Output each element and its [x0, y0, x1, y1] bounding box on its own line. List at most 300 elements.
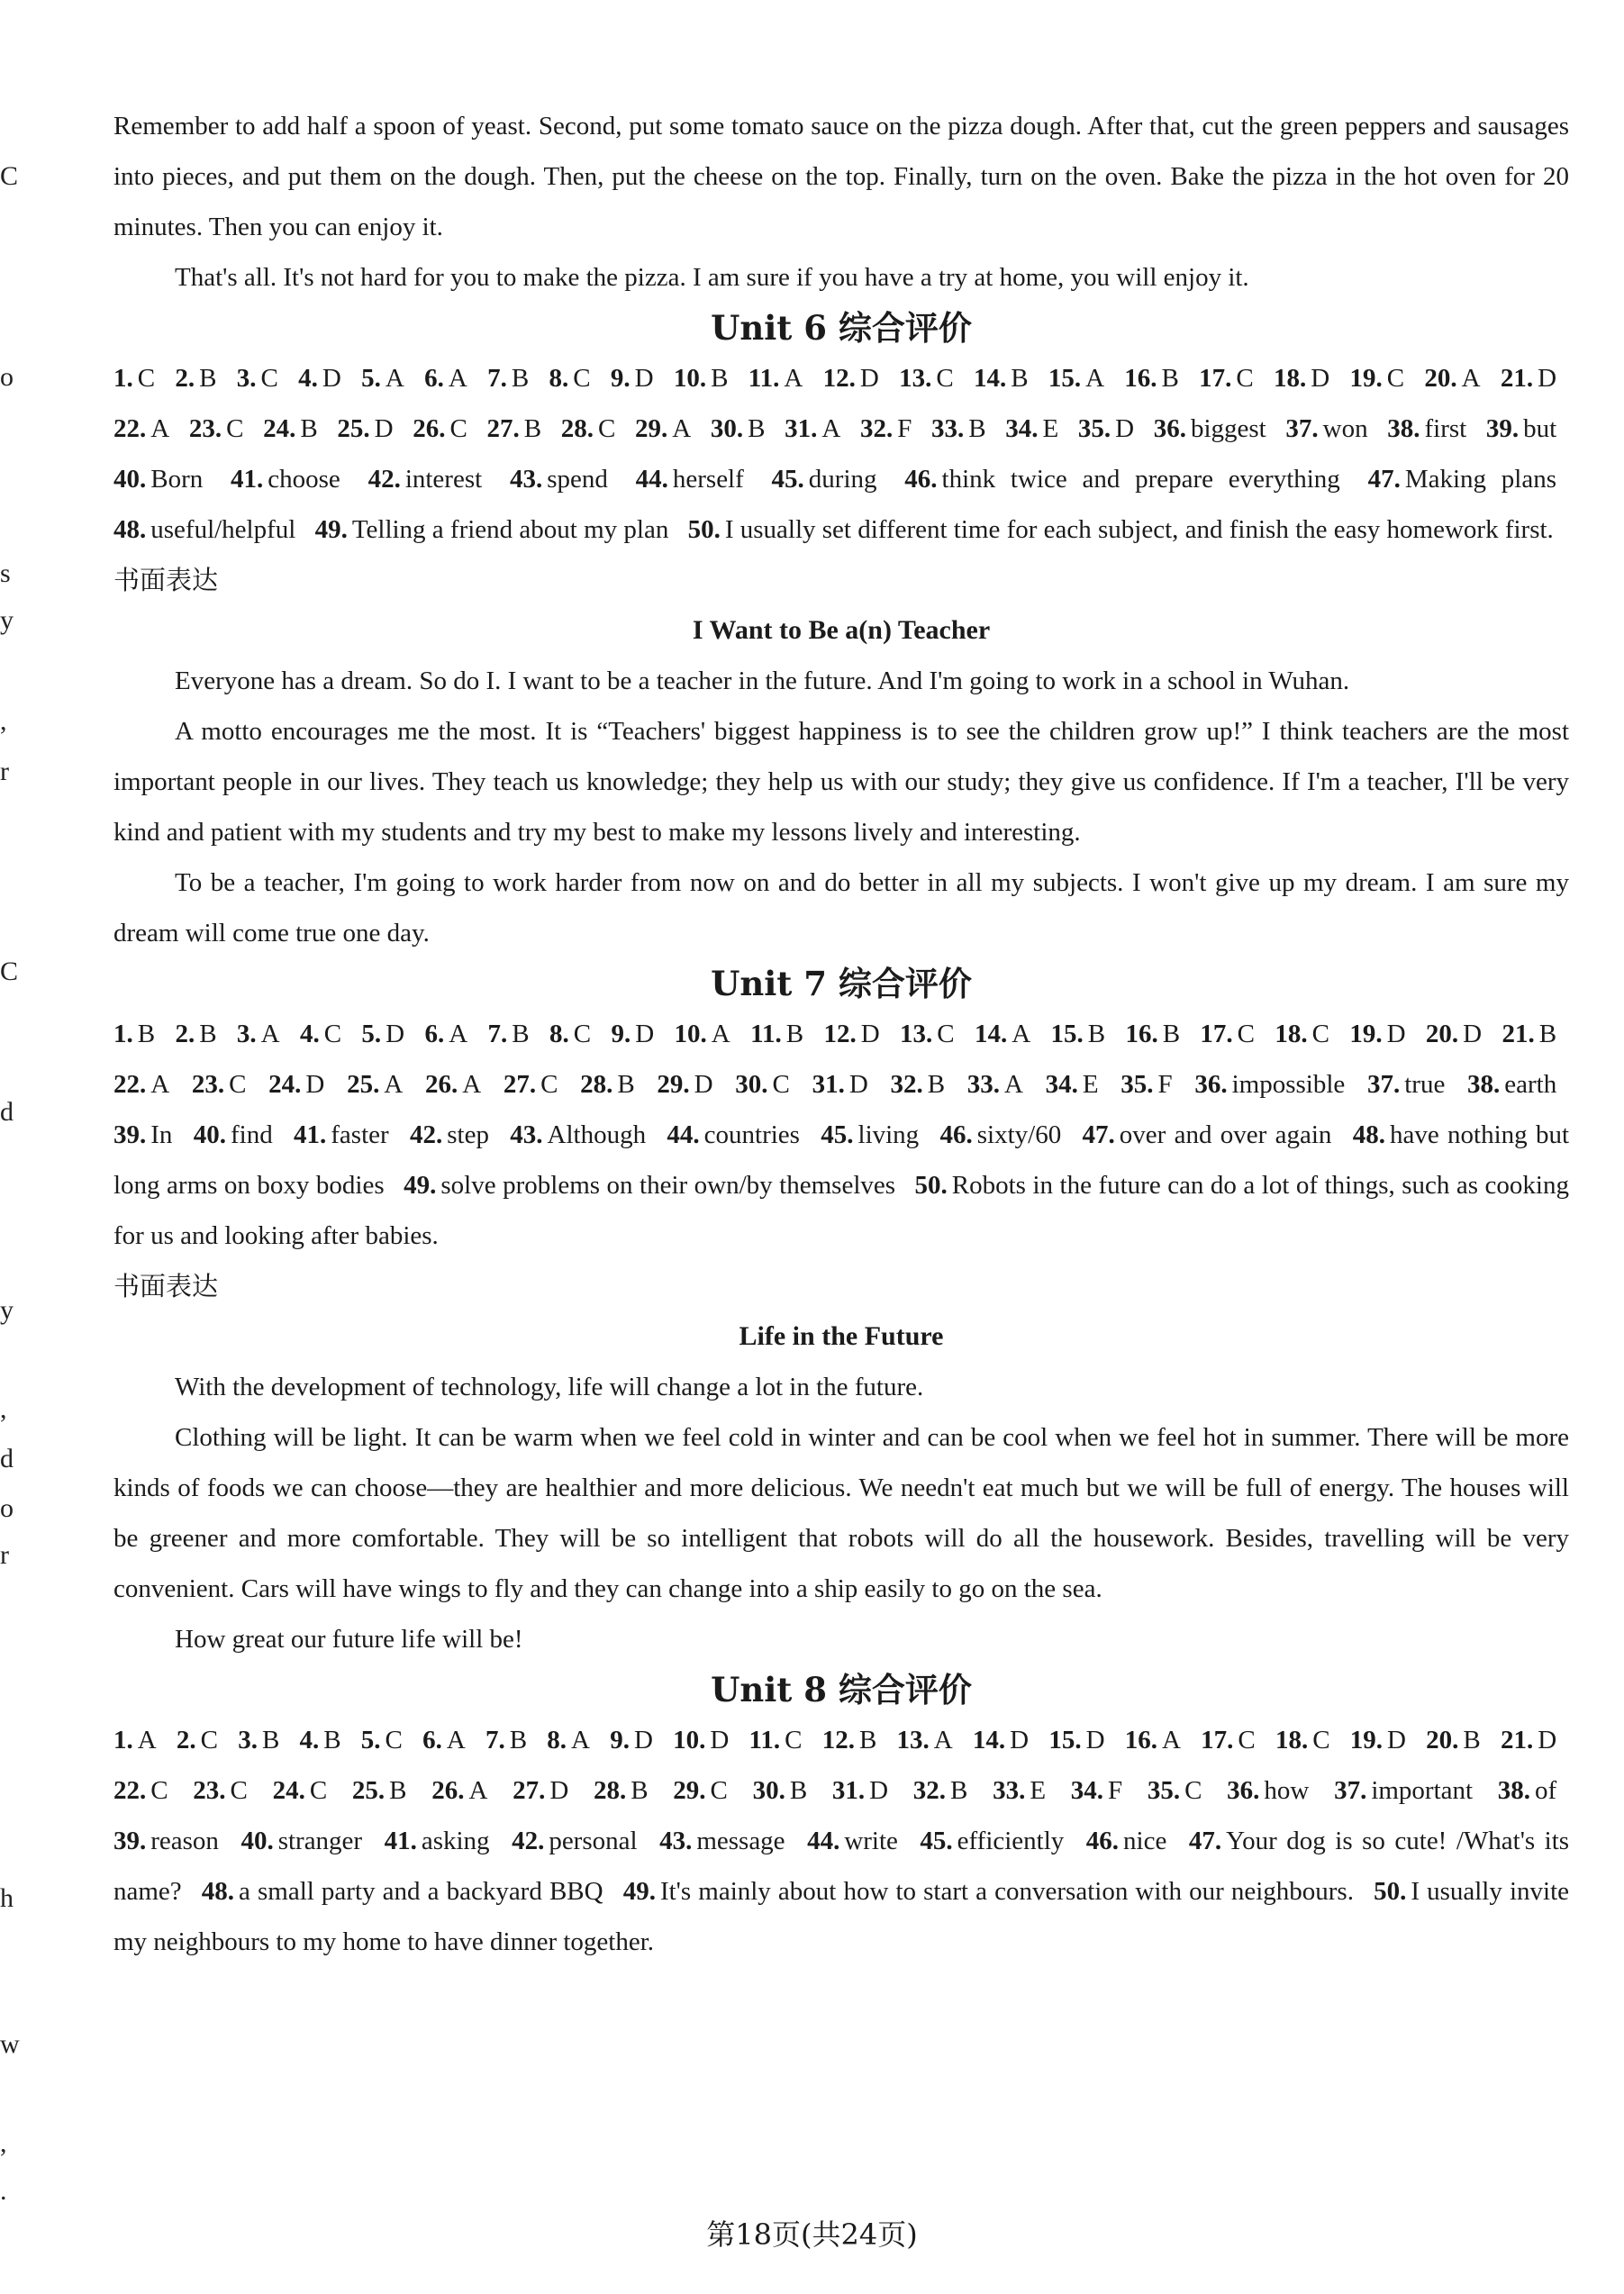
margin-fragment: s — [0, 558, 11, 588]
answer-number: 4. — [299, 1020, 320, 1048]
answer-text: D — [634, 364, 654, 393]
answer-item — [315, 515, 669, 544]
answer-number: 42. — [409, 1120, 443, 1149]
answer-number: 22. — [113, 1070, 147, 1099]
answer-text: B — [968, 414, 986, 443]
answer-item — [549, 364, 590, 393]
answer-text: nice — [1123, 1827, 1167, 1855]
answer-text: won — [1322, 414, 1368, 443]
answer-number: 6. — [424, 1020, 445, 1048]
answer-item — [177, 1726, 218, 1755]
answer-item — [237, 1020, 280, 1048]
answer-number: 39. — [113, 1120, 147, 1149]
answer-number: 47. — [1082, 1120, 1115, 1149]
answer-number: 49. — [404, 1171, 437, 1200]
answer-number: 37. — [1285, 414, 1319, 443]
answer-number: 44. — [667, 1120, 700, 1149]
answer-number: 16. — [1124, 1726, 1157, 1755]
answer-number: 10. — [673, 1726, 706, 1755]
answer-text: C — [785, 1726, 803, 1755]
margin-fragment: r — [0, 757, 9, 786]
answer-number: 41. — [384, 1827, 417, 1855]
answer-item — [1071, 1776, 1122, 1805]
answer-text: but — [1523, 414, 1557, 443]
writing-section-label: 书面表达 — [113, 565, 219, 595]
answer-text: reason — [150, 1827, 219, 1855]
answer-number: 9. — [611, 1020, 631, 1048]
answer-number: 31. — [831, 1776, 866, 1805]
answer-number: 9. — [610, 1726, 630, 1755]
answer-text: In — [150, 1120, 173, 1149]
answer-item — [385, 1827, 490, 1855]
answer-text: earth — [1504, 1070, 1557, 1099]
answer-item — [113, 1070, 169, 1099]
answer-number: 2. — [175, 364, 195, 393]
answer-text: C — [597, 414, 616, 443]
answer-item — [659, 1827, 785, 1855]
answer-number: 6. — [422, 1726, 442, 1755]
answer-number: 17. — [1200, 1020, 1233, 1048]
answer-number: 7. — [487, 1020, 508, 1048]
answer-text: B — [261, 1726, 280, 1755]
answer-text: C — [260, 364, 278, 393]
answer-item — [735, 1070, 790, 1099]
answer-number: 46. — [1085, 1827, 1120, 1855]
answer-text: B — [950, 1776, 968, 1805]
answer-item — [1501, 364, 1556, 393]
answer-text: B — [1463, 1726, 1481, 1755]
answer-number: 44. — [635, 465, 668, 494]
answer-text: C — [573, 364, 591, 393]
answer-item — [993, 1776, 1046, 1805]
answer-number: 45. — [821, 1120, 854, 1149]
answer-item — [785, 414, 840, 443]
answer-text: A — [446, 1726, 466, 1755]
answer-item — [361, 1726, 403, 1755]
answer-text: C — [772, 1070, 790, 1099]
answer-number: 18. — [1275, 1020, 1308, 1048]
answer-item — [113, 465, 203, 494]
answer-number: 20. — [1424, 364, 1457, 393]
answer-number: 12. — [821, 1726, 855, 1755]
margin-fragment: C — [0, 161, 19, 191]
answer-number: 32. — [890, 1070, 923, 1099]
answer-number: 3. — [238, 1726, 258, 1755]
answer-number: 32. — [859, 414, 894, 443]
answer-item — [807, 1827, 898, 1855]
answer-text: useful/helpful — [150, 515, 296, 544]
answer-number: 30. — [710, 414, 744, 443]
answer-number: 17. — [1201, 1726, 1234, 1755]
answer-number: 50. — [914, 1171, 948, 1200]
answer-text: D — [633, 1726, 653, 1755]
answer-text: B — [1538, 1020, 1557, 1048]
answer-item — [1125, 1726, 1181, 1755]
answer-text: B — [389, 1776, 407, 1805]
answer-number: 25. — [347, 1070, 380, 1099]
answer-text: C — [1236, 364, 1254, 393]
answer-text: B — [617, 1070, 635, 1099]
intro-paragraph: Remember to add half a spoon of yeast. Second, put some tomato sauce on the pizza dough. After that, cut the green peppers and sausages into pieces, and put them on the dough. Then, put the cheese on the top. Finally, turn on the oven. Bake the pizza in the hot oven for 20 minutes. Then you can enjoy it. — [113, 112, 1569, 241]
answer-number: 16. — [1125, 1020, 1158, 1048]
answer-text: A — [1004, 1070, 1023, 1099]
answer-text: B — [631, 1776, 649, 1805]
answer-item — [404, 1171, 895, 1200]
answer-item — [1367, 1070, 1445, 1099]
answer-text: biggest — [1190, 414, 1266, 443]
answer-number: 37. — [1366, 1070, 1401, 1099]
answer-text: how — [1264, 1776, 1310, 1805]
answer-item — [485, 1726, 527, 1755]
answer-number: 31. — [785, 414, 818, 443]
answer-text: important — [1371, 1776, 1474, 1805]
answer-number: 17. — [1199, 364, 1232, 393]
answer-item — [1498, 1776, 1556, 1805]
answer-number: 15. — [1048, 1726, 1082, 1755]
answer-number: 50. — [687, 515, 721, 544]
answer-number: 7. — [485, 1726, 505, 1755]
answer-number: 46. — [939, 1120, 973, 1149]
answer-number: 34. — [1005, 414, 1039, 443]
answer-text: D — [710, 1726, 730, 1755]
answer-text: C — [230, 1776, 248, 1805]
answer-item — [822, 1726, 877, 1755]
answer-text: B — [199, 364, 217, 393]
essay-paragraph: With the development of technology, life will change a lot in the future. — [175, 1373, 924, 1401]
answer-item — [337, 414, 393, 443]
answer-item — [931, 414, 986, 443]
answer-text: B — [509, 1726, 528, 1755]
answer-text: D — [1085, 1726, 1105, 1755]
answer-number: 16. — [1124, 364, 1157, 393]
answer-text: stranger — [277, 1827, 363, 1855]
answer-text: E — [1082, 1070, 1099, 1099]
answer-item — [667, 1120, 800, 1149]
answer-number: 33. — [993, 1776, 1026, 1805]
answer-number: 13. — [900, 1020, 933, 1048]
answer-text: D — [1538, 364, 1557, 393]
answer-item — [711, 414, 766, 443]
answer-item — [750, 1020, 803, 1048]
answer-text: I usually invite my neighbours to my home to have dinner together. — [113, 1877, 1570, 1956]
answer-text: B — [523, 414, 542, 443]
answer-number: 21. — [1500, 364, 1534, 393]
answer-item — [1275, 1726, 1330, 1755]
answer-number: 5. — [360, 1726, 381, 1755]
answer-text: D — [860, 1020, 880, 1048]
answer-text: B — [711, 364, 729, 393]
answer-number: 22. — [113, 1776, 147, 1805]
answer-text: A — [711, 1020, 730, 1048]
answer-text: Your dog is so cute! /What's its name? — [113, 1827, 1570, 1906]
answer-text: A — [449, 1020, 468, 1048]
answer-text: write — [844, 1827, 898, 1855]
answer-item — [674, 364, 729, 393]
answer-number: 34. — [1045, 1070, 1078, 1099]
answer-number: 9. — [610, 364, 631, 393]
answer-text: message — [696, 1827, 785, 1855]
margin-fragment: o — [0, 1493, 14, 1523]
answer-item — [580, 1070, 635, 1099]
answer-item — [175, 1020, 216, 1048]
answer-item — [422, 1726, 466, 1755]
answer-item — [1387, 414, 1466, 443]
answer-text: A — [462, 1070, 482, 1099]
answer-item — [1086, 1827, 1167, 1855]
answer-text: A — [1161, 1726, 1181, 1755]
answer-number: 26. — [424, 1070, 458, 1099]
answer-number: 40. — [240, 1827, 274, 1855]
answer-text: D — [1386, 1726, 1406, 1755]
answer-item — [486, 414, 541, 443]
answer-item — [300, 1020, 341, 1048]
answer-number: 34. — [1070, 1776, 1104, 1805]
answer-text: B — [1162, 1020, 1181, 1048]
answer-item — [753, 1776, 808, 1805]
answer-text: of — [1535, 1776, 1557, 1805]
answer-number: 37. — [1334, 1776, 1367, 1805]
answer-number: 1. — [113, 1020, 133, 1048]
answer-item — [673, 1726, 729, 1755]
answer-text: B — [512, 1020, 530, 1048]
answer-item — [1274, 364, 1329, 393]
answer-item — [510, 1120, 646, 1149]
answer-item — [611, 1020, 654, 1048]
answer-text: D — [635, 1020, 655, 1048]
answer-item — [913, 1776, 968, 1805]
answer-text: A — [385, 364, 404, 393]
answer-text: E — [1030, 1776, 1047, 1805]
answer-number: 25. — [351, 1776, 386, 1805]
answer-number: 43. — [510, 1120, 543, 1149]
answer-number: 23. — [188, 414, 222, 443]
answer-text: Although — [547, 1120, 647, 1149]
answer-text: solve problems on their own/by themselves — [440, 1171, 896, 1200]
answer-item — [547, 1726, 590, 1755]
answer-number: 49. — [314, 515, 348, 544]
margin-fragment: y — [0, 605, 14, 635]
answer-text: C — [1237, 1020, 1256, 1048]
answer-text: D — [1463, 1020, 1483, 1048]
answer-number: 8. — [549, 364, 569, 393]
answer-item — [1334, 1776, 1473, 1805]
answer-item — [298, 364, 341, 393]
answer-text: choose — [268, 465, 340, 494]
answer-item — [513, 1776, 568, 1805]
answer-item — [1227, 1776, 1309, 1805]
essay-paragraph: Everyone has a dream. So do I. I want to be a teacher in the future. And I'm going to work in a school in Wuhan. — [175, 666, 1350, 695]
answer-number: 4. — [299, 1726, 320, 1755]
answer-number: 36. — [1194, 1070, 1228, 1099]
answer-number: 21. — [1502, 1020, 1535, 1048]
answer-item — [1368, 465, 1556, 494]
margin-fragment: d — [0, 1444, 14, 1473]
answer-text: personal — [549, 1827, 638, 1855]
answer-text: B — [323, 1726, 341, 1755]
answer-text: C — [936, 364, 954, 393]
answer-number: 29. — [657, 1070, 690, 1099]
answer-number: 13. — [899, 364, 932, 393]
answer-text: D — [1010, 1726, 1030, 1755]
answer-item — [636, 465, 744, 494]
answer-item — [194, 1120, 273, 1149]
answer-number: 10. — [673, 364, 707, 393]
answer-item — [488, 1020, 530, 1048]
answer-number: 19. — [1349, 1020, 1383, 1048]
answer-item — [361, 364, 404, 393]
answer-text: A — [1461, 364, 1481, 393]
answer-item — [113, 1827, 219, 1855]
answer-text: F — [1157, 1070, 1173, 1099]
answer-text: asking — [421, 1827, 490, 1855]
answer-item — [300, 1726, 341, 1755]
answer-number: 19. — [1349, 364, 1383, 393]
answer-text: A — [1085, 364, 1105, 393]
answer-text: C — [323, 1020, 342, 1048]
answer-text: B — [511, 364, 530, 393]
answer-text: have nothing but long arms on boxy bodies — [113, 1120, 1570, 1200]
answer-text: A — [448, 364, 467, 393]
answer-number: 28. — [560, 414, 594, 443]
answer-item — [561, 414, 616, 443]
answer-number: 47. — [1188, 1827, 1222, 1855]
answer-item — [1148, 1776, 1202, 1805]
answer-number: 12. — [823, 1020, 857, 1048]
answer-item — [268, 1070, 324, 1099]
answer-item — [897, 1726, 953, 1755]
answer-number: 43. — [509, 465, 543, 494]
answer-item — [504, 1070, 558, 1099]
answer-item — [1501, 1726, 1556, 1755]
answer-item — [623, 1877, 1354, 1906]
answer-item — [1275, 1020, 1329, 1048]
answer-text: faster — [331, 1120, 389, 1149]
essay-paragraph: Clothing will be light. It can be warm when we feel cold in winter and can be cool when we feel hot in summer. There will be more kinds of foods we can choose—they are healthier and more delicious. We needn't eat much but we will be full of energy. The houses will be greener and more comfortable. They will be so intelligent that robots will do all the housework. Besides, travelling will be very convenient. Cars will have wings to fly and they can change into a ship easily to go on the sea. — [113, 1423, 1569, 1603]
answer-text: first — [1424, 414, 1467, 443]
answer-item — [361, 1020, 404, 1048]
answer-text: A — [821, 414, 841, 443]
answer-item — [512, 1827, 638, 1855]
answer-text: B — [858, 1726, 877, 1755]
unit-heading: Unit 7 综合评价 — [711, 964, 972, 1003]
answer-item — [193, 1776, 248, 1805]
answer-item — [974, 364, 1029, 393]
answer-number: 48. — [1352, 1120, 1385, 1149]
answer-text: C — [1311, 1020, 1329, 1048]
answer-item — [487, 364, 529, 393]
answer-text: D — [1386, 1020, 1406, 1048]
unit-heading: Unit 8 综合评价 — [711, 1670, 972, 1709]
answer-number: 35. — [1147, 1776, 1181, 1805]
answer-item — [510, 465, 608, 494]
answer-text: C — [1386, 364, 1405, 393]
answer-text: Born — [150, 465, 204, 494]
answer-item — [113, 1020, 155, 1048]
answer-item — [675, 1020, 730, 1048]
answer-text: B — [1161, 364, 1179, 393]
answer-text: A — [260, 1020, 280, 1048]
answer-number: 23. — [191, 1070, 225, 1099]
answer-number: 29. — [673, 1776, 706, 1805]
essay-title: Life in the Future — [739, 1321, 944, 1351]
answer-number: 13. — [896, 1726, 930, 1755]
answer-item — [1124, 364, 1179, 393]
answer-item — [240, 1827, 362, 1855]
answer-text: C — [137, 364, 156, 393]
answer-number: 18. — [1274, 364, 1307, 393]
answer-text: B — [1087, 1020, 1106, 1048]
answer-text: D — [305, 1070, 325, 1099]
answer-item — [431, 1776, 487, 1805]
answer-number: 27. — [486, 414, 520, 443]
answer-item — [812, 1070, 868, 1099]
answer-number: 40. — [193, 1120, 226, 1149]
answer-text: A — [571, 1726, 590, 1755]
answer-text: interest — [404, 465, 483, 494]
answer-item — [347, 1070, 403, 1099]
answer-text: E — [1042, 414, 1059, 443]
answer-number: 3. — [236, 1020, 257, 1048]
answer-item — [967, 1070, 1023, 1099]
answer-text: step — [447, 1120, 489, 1149]
answer-number: 27. — [503, 1070, 537, 1099]
answer-text: herself — [672, 465, 744, 494]
answer-key-content — [113, 101, 1569, 1967]
answer-number: 43. — [659, 1827, 693, 1855]
answer-number: 2. — [176, 1726, 196, 1755]
answer-text: D — [322, 364, 341, 393]
answer-item — [1199, 364, 1254, 393]
answer-text: C — [1238, 1726, 1256, 1755]
writing-section-label: 书面表达 — [113, 1271, 219, 1301]
answer-text: A — [672, 414, 692, 443]
answer-number: 20. — [1425, 1020, 1459, 1048]
answer-text: F — [897, 414, 912, 443]
answer-text: A — [150, 1070, 170, 1099]
answer-item — [425, 1070, 481, 1099]
answer-number: 19. — [1349, 1726, 1383, 1755]
page-footer: 第18页(共24页) — [706, 2217, 918, 2252]
answer-number: 10. — [674, 1020, 707, 1048]
answer-number: 24. — [263, 414, 296, 443]
answer-number: 35. — [1077, 414, 1111, 443]
answer-number: 15. — [1050, 1020, 1084, 1048]
answer-number: 32. — [912, 1776, 947, 1805]
answer-number: 28. — [580, 1070, 613, 1099]
answer-text: D — [859, 364, 879, 393]
answer-item — [1154, 414, 1266, 443]
answer-text: C — [1184, 1776, 1202, 1805]
answer-item — [413, 414, 467, 443]
answer-text: find — [230, 1120, 273, 1149]
answer-text: B — [300, 414, 318, 443]
answer-item — [1349, 1020, 1405, 1048]
answer-item — [1048, 1726, 1104, 1755]
answer-text: C — [540, 1070, 558, 1099]
answer-number: 14. — [974, 1020, 1008, 1048]
answer-text: D — [549, 1776, 569, 1805]
answer-text: living — [857, 1120, 920, 1149]
answer-text: D — [869, 1776, 889, 1805]
answer-text: B — [1011, 364, 1029, 393]
answer-text: D — [848, 1070, 868, 1099]
answer-item — [920, 1827, 1064, 1855]
answer-item — [113, 414, 169, 443]
answer-text: impossible — [1231, 1070, 1346, 1099]
answer-text: B — [137, 1020, 156, 1048]
answer-number: 20. — [1426, 1726, 1459, 1755]
answer-item — [1051, 1020, 1106, 1048]
